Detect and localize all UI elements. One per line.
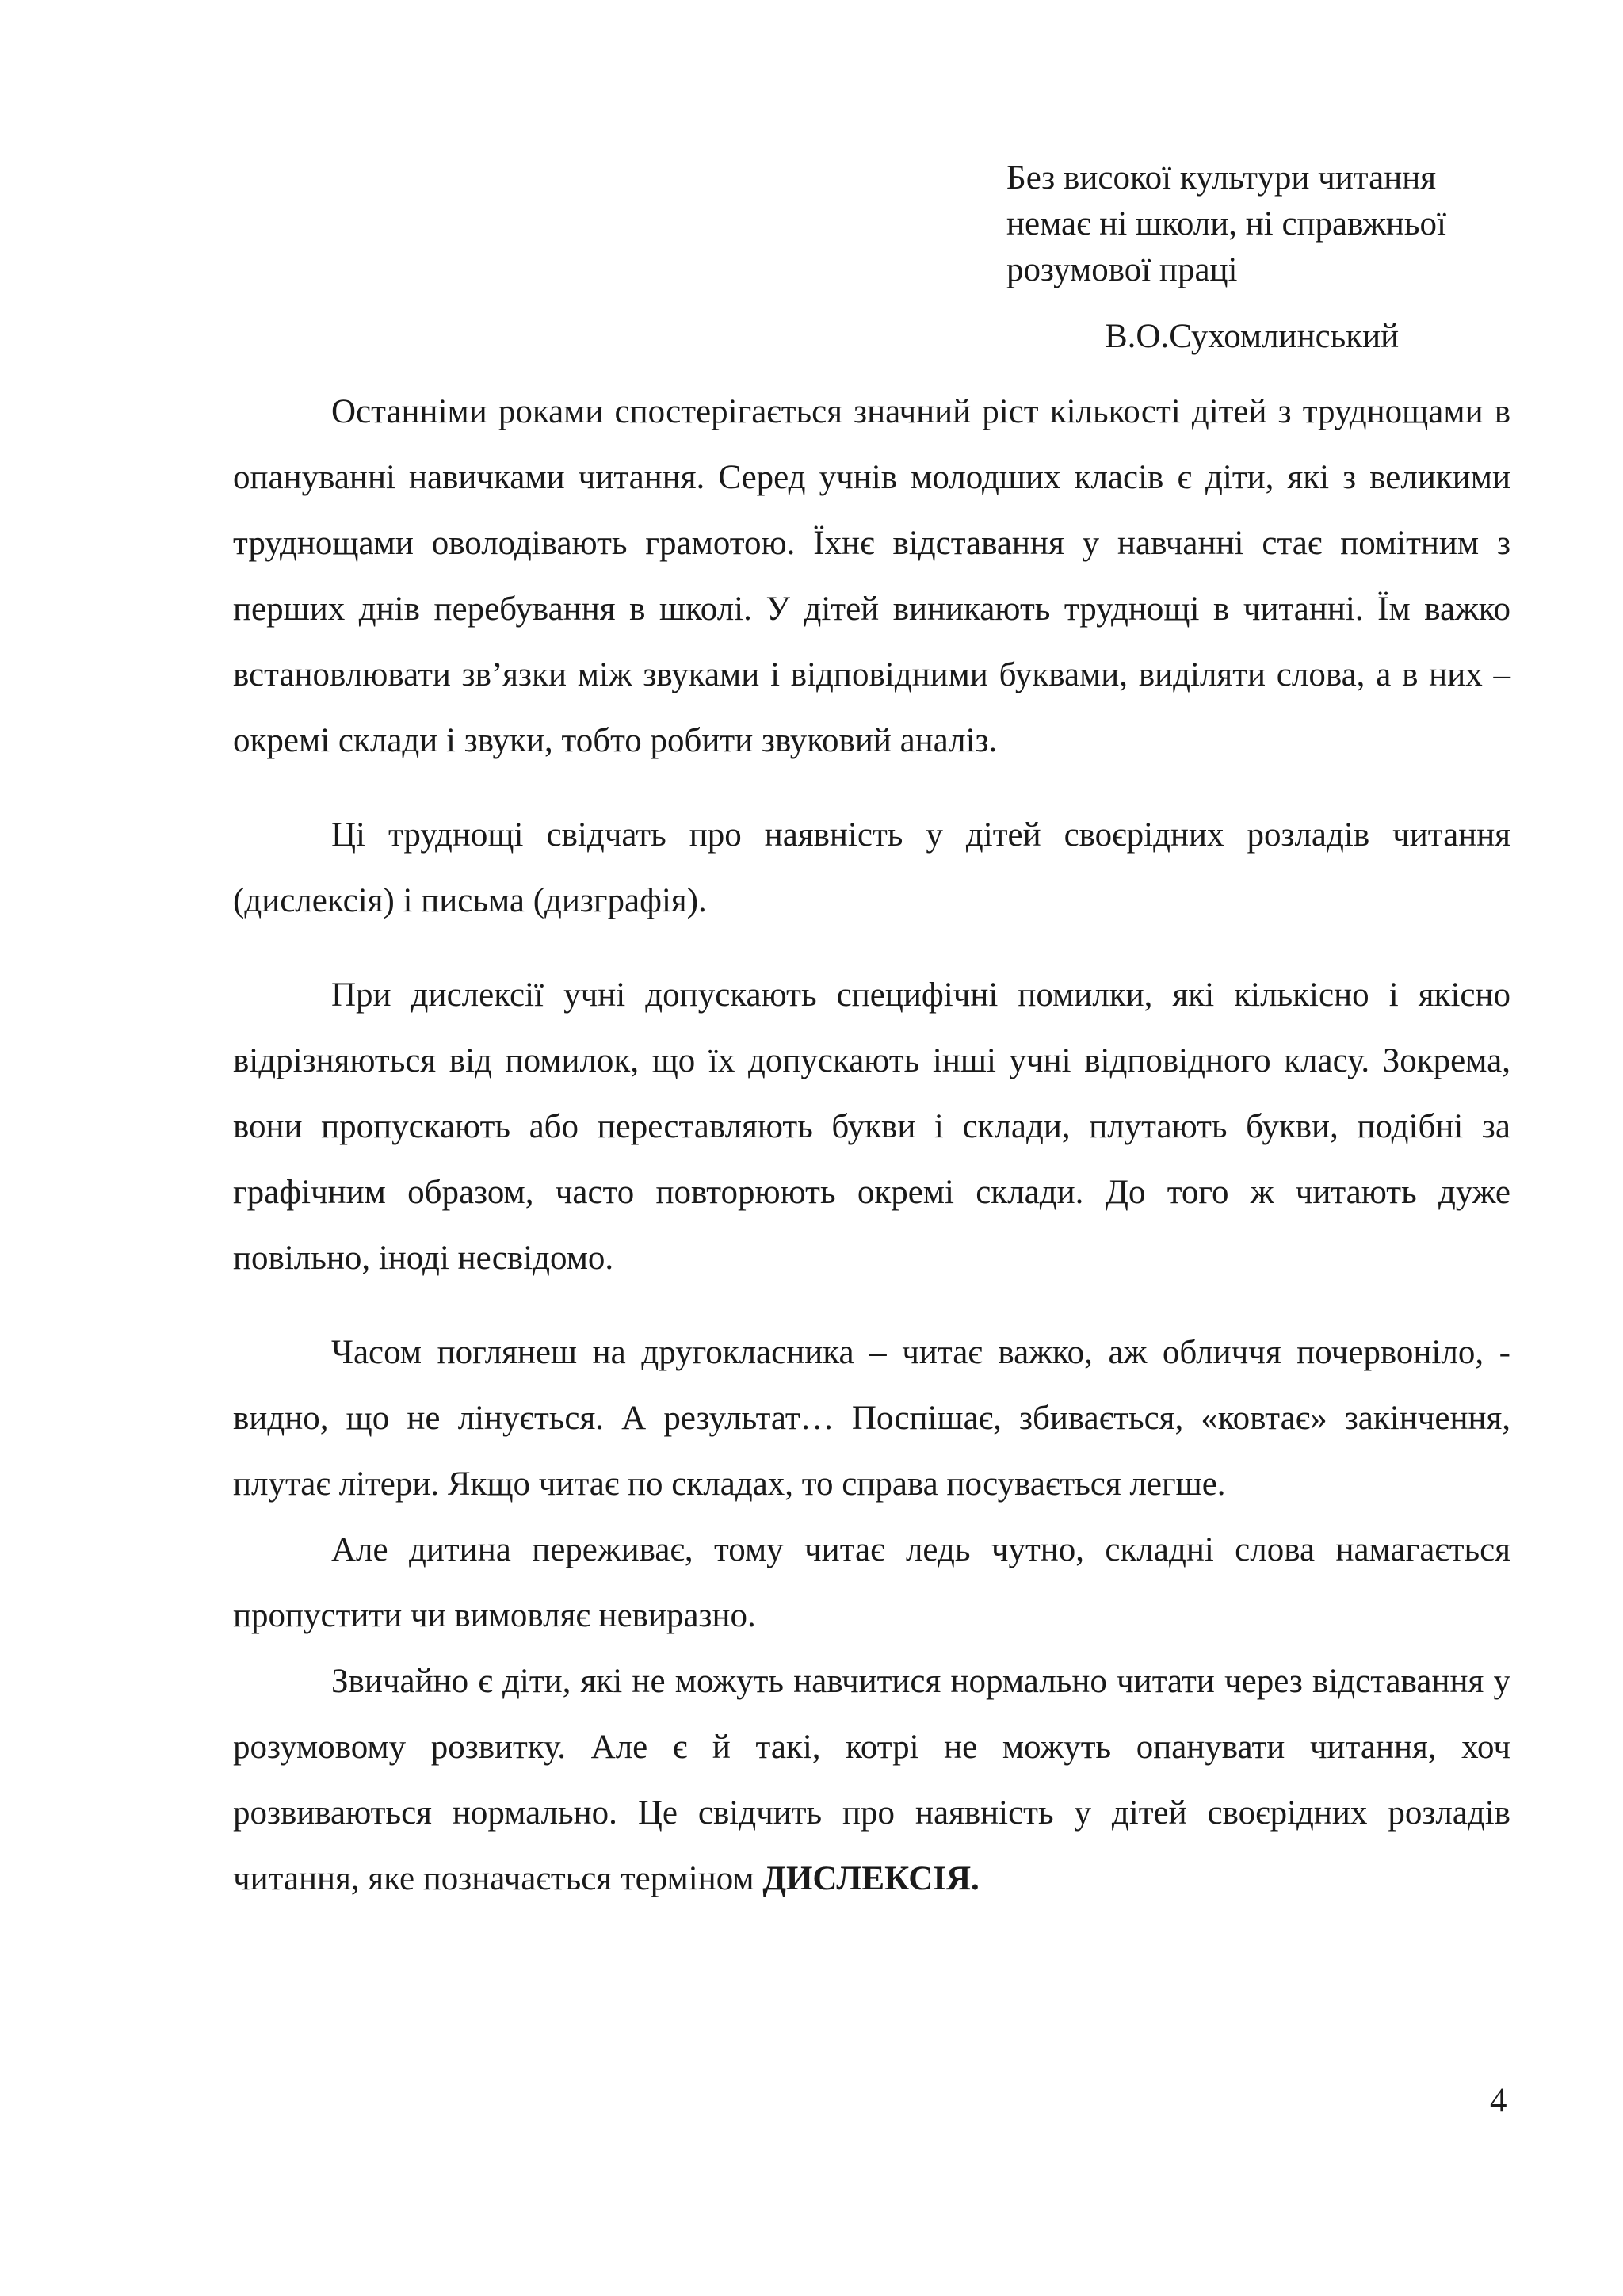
paragraph	[233, 1517, 1510, 1648]
paragraph-text: При дислексії учні допускають специфічні помилки, які кількісно і якісно відрізняються від помилок, що їх допускають інші учні відповідного класу. Зокрема, вони пропускають або переставляють букви і склади, плутають букви, подібні за графічним образом, часто повторюють окремі склади. До того ж читають дуже повільно, іноді несвідомо.	[233, 976, 1510, 1277]
epigraph-quote	[1006, 155, 1482, 293]
page-number: 4	[1490, 2082, 1507, 2119]
paragraph	[233, 379, 1510, 774]
epigraph-line: немає ні школи, ні справжньої	[1006, 205, 1446, 243]
paragraph-text: Останніми роками спостерігається значний ріст кількості дітей з труднощами в опануванні навичками читання. Серед учнів молодших класів є діти, які з великими труднощами оволодівають грамотою. Їхнє відставання у навчанні стає помітним з перших днів перебування в школі. У дітей виникають труднощі в читанні. Їм важко встановлювати зв’язки між звуками і відповідними буквами, виділяти слова, а в них – окремі склади і звуки, тобто робити звуковий аналіз.	[233, 393, 1510, 759]
paragraph	[233, 962, 1510, 1291]
body-text	[233, 379, 1510, 1912]
epigraph-line: Без високої культури читання	[1006, 159, 1436, 197]
paragraph-text: Звичайно є діти, які не можуть навчитися нормально читати через відставання у розумовому розвитку. Але є й такі, котрі не можуть опанувати читання, хоч розвиваються нормально. Це свідчить про наявність у дітей своєрідних розладів читання, яке позначається терміном	[233, 1663, 1510, 1897]
paragraph	[233, 1320, 1510, 1517]
paragraph-text: Але дитина переживає, тому читає ледь чутно, складні слова намагається пропустити чи вимовляє невиразно.	[233, 1531, 1510, 1634]
paragraph	[233, 1648, 1510, 1912]
paragraph-text: Ці труднощі свідчать про наявність у дітей своєрідних розладів читання (дислексія) і письма (дизграфія).	[233, 816, 1510, 919]
epigraph-line: розумової праці	[1006, 251, 1238, 288]
paragraph	[233, 802, 1510, 934]
paragraph-text: Часом поглянеш на другокласника – читає важко, аж обличчя почервоніло, - видно, що не лінується. А результат… Поспішає, збивається, «ковтає» закінчення, плутає літери. Якщо читає по складах, то справа посувається легше.	[233, 1334, 1510, 1503]
epigraph-author: В.О.Сухомлинський	[1105, 318, 1400, 355]
term-dyslexia: ДИСЛЕКСІЯ.	[762, 1860, 980, 1897]
